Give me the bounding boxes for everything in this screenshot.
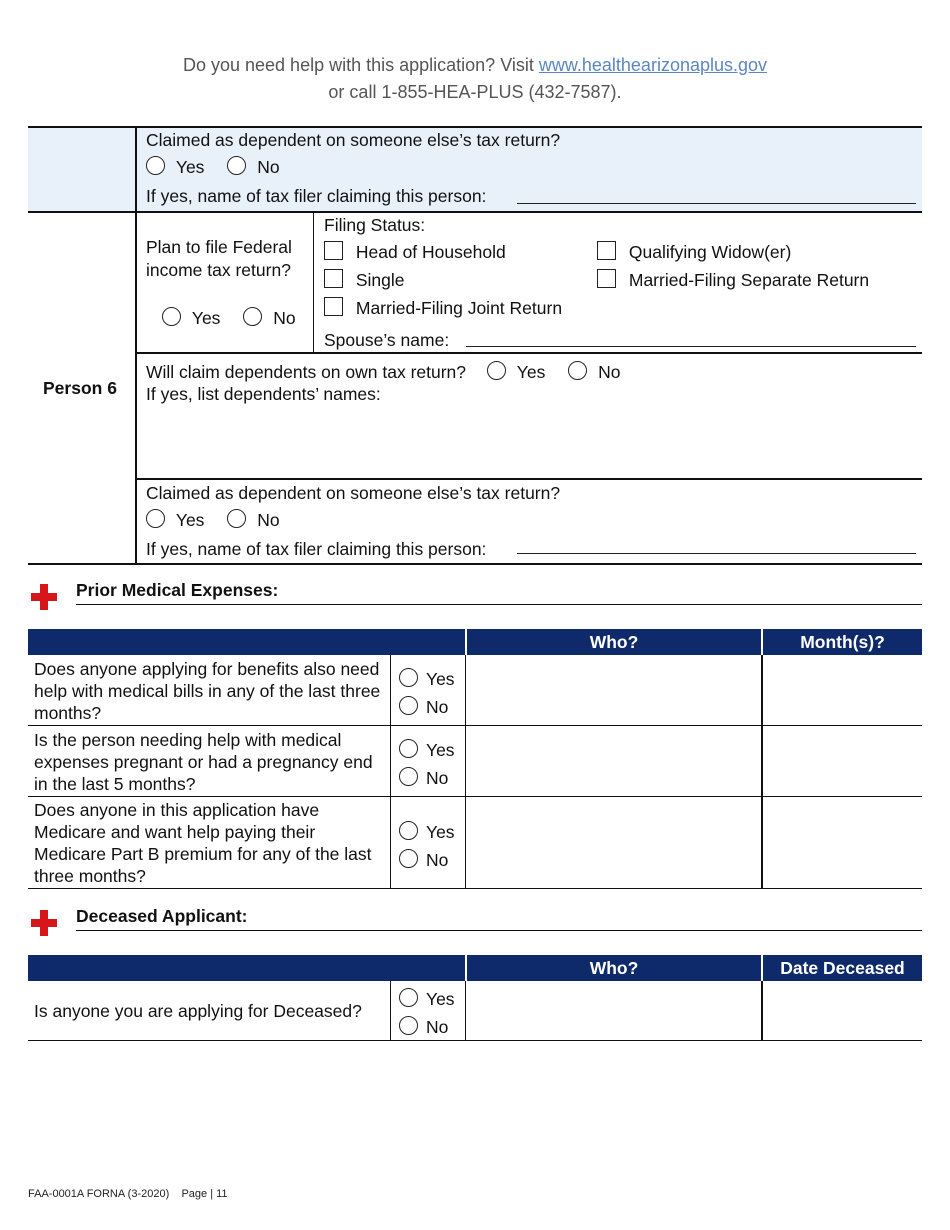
medical-question-3: Does anyone in this application have Medicare and want help paying their Medicare Part B premium for any of the last three months?: [34, 800, 372, 886]
plan-yes-radio[interactable]: [162, 307, 181, 326]
deceased-no-label: No: [426, 1017, 449, 1037]
deceased-title: Deceased Applicant:: [76, 906, 248, 926]
footer: FAA-0001A FORNA (3-2020) Page | 11: [28, 1188, 228, 1200]
medical-question-1: Does anyone applying for benefits also need help with medical bills in any of the last three months?: [34, 659, 381, 723]
help-link[interactable]: www.healthearizonaplus.gov: [538, 55, 768, 75]
claim-yes-label: Yes: [516, 362, 546, 382]
status-widow-label: Qualifying Widow(er): [628, 242, 792, 262]
prior-medical-title: Prior Medical Expenses:: [76, 580, 279, 600]
claim-no-radio[interactable]: [568, 361, 587, 380]
plan-file-label-2: income tax return?: [146, 260, 291, 280]
med2-no-radio[interactable]: [399, 767, 418, 786]
dep-no-label: No: [257, 510, 280, 530]
med1-yes-radio[interactable]: [399, 668, 418, 687]
deceased-yes-radio[interactable]: [399, 988, 418, 1007]
deceased-question: Is anyone you are applying for Deceased?: [34, 1001, 362, 1021]
med1-no-radio[interactable]: [399, 696, 418, 715]
red-cross-icon: [31, 584, 57, 610]
who-column-header: Who?: [589, 632, 639, 652]
spouse-name-input[interactable]: [466, 346, 916, 347]
person-label: Person 6: [43, 378, 117, 398]
status-head-label: Head of Household: [355, 242, 506, 262]
med3-no-radio[interactable]: [399, 849, 418, 868]
claim-yes-radio[interactable]: [487, 361, 506, 380]
dep-filer-label: If yes, name of tax filer claiming this person:: [146, 539, 487, 559]
top-no-label: No: [257, 157, 280, 177]
status-joint-checkbox[interactable]: [324, 297, 343, 316]
plan-yes-label: Yes: [191, 308, 221, 328]
help-line2: or call 1-855-HEA-PLUS (432-7587).: [328, 82, 622, 102]
help-line1: Do you need help with this application? Visit: [182, 55, 539, 75]
dependent-question: Claimed as dependent on someone else’s tax return?: [146, 483, 561, 503]
plan-no-radio[interactable]: [243, 307, 262, 326]
top-dependent-question: Claimed as dependent on someone else’s tax return?: [146, 130, 561, 150]
dep-no-radio[interactable]: [227, 509, 246, 528]
med3-yes-radio[interactable]: [399, 821, 418, 840]
med2-no-label: No: [426, 768, 449, 788]
spouse-label: Spouse’s name:: [324, 330, 450, 350]
med3-yes-label: Yes: [426, 822, 455, 842]
list-dependents-label: If yes, list dependents’ names:: [146, 384, 381, 404]
medical-question-2: Is the person needing help with medical expenses pregnant or had a pregnancy end in the last 5 months?: [34, 730, 373, 794]
deceased-no-radio[interactable]: [399, 1016, 418, 1035]
deceased-yes-label: Yes: [426, 989, 455, 1009]
top-yes-radio[interactable]: [146, 156, 165, 175]
status-separate-checkbox[interactable]: [597, 269, 616, 288]
date-deceased-header: Date Deceased: [780, 958, 905, 978]
status-single-checkbox[interactable]: [324, 269, 343, 288]
status-joint-label: Married-Filing Joint Return: [355, 298, 563, 318]
status-separate-label: Married-Filing Separate Return: [628, 270, 870, 290]
claim-dependents-question: Will claim dependents on own tax return?: [146, 362, 467, 382]
dep-yes-radio[interactable]: [146, 509, 165, 528]
med2-yes-radio[interactable]: [399, 739, 418, 758]
red-cross-icon: [31, 910, 57, 936]
deceased-who-header: Who?: [589, 958, 639, 978]
plan-file-label-1: Plan to file Federal: [146, 237, 292, 257]
med1-yes-label: Yes: [426, 669, 455, 689]
filing-status-label: Filing Status:: [324, 215, 426, 235]
help-text: [0, 52, 950, 106]
status-head-checkbox[interactable]: [324, 241, 343, 260]
plan-no-label: No: [273, 308, 296, 328]
status-single-label: Single: [355, 270, 405, 290]
dep-yes-label: Yes: [175, 510, 205, 530]
dep-filer-input[interactable]: [517, 553, 916, 554]
med2-yes-label: Yes: [426, 740, 455, 760]
top-filer-label: If yes, name of tax filer claiming this person:: [146, 186, 487, 206]
top-yes-label: Yes: [175, 157, 205, 177]
med3-no-label: No: [426, 850, 449, 870]
top-no-radio[interactable]: [227, 156, 246, 175]
claim-no-label: No: [598, 362, 621, 382]
top-filer-input[interactable]: [517, 203, 916, 204]
status-widow-checkbox[interactable]: [597, 241, 616, 260]
months-column-header: Month(s)?: [800, 632, 885, 652]
med1-no-label: No: [426, 697, 449, 717]
